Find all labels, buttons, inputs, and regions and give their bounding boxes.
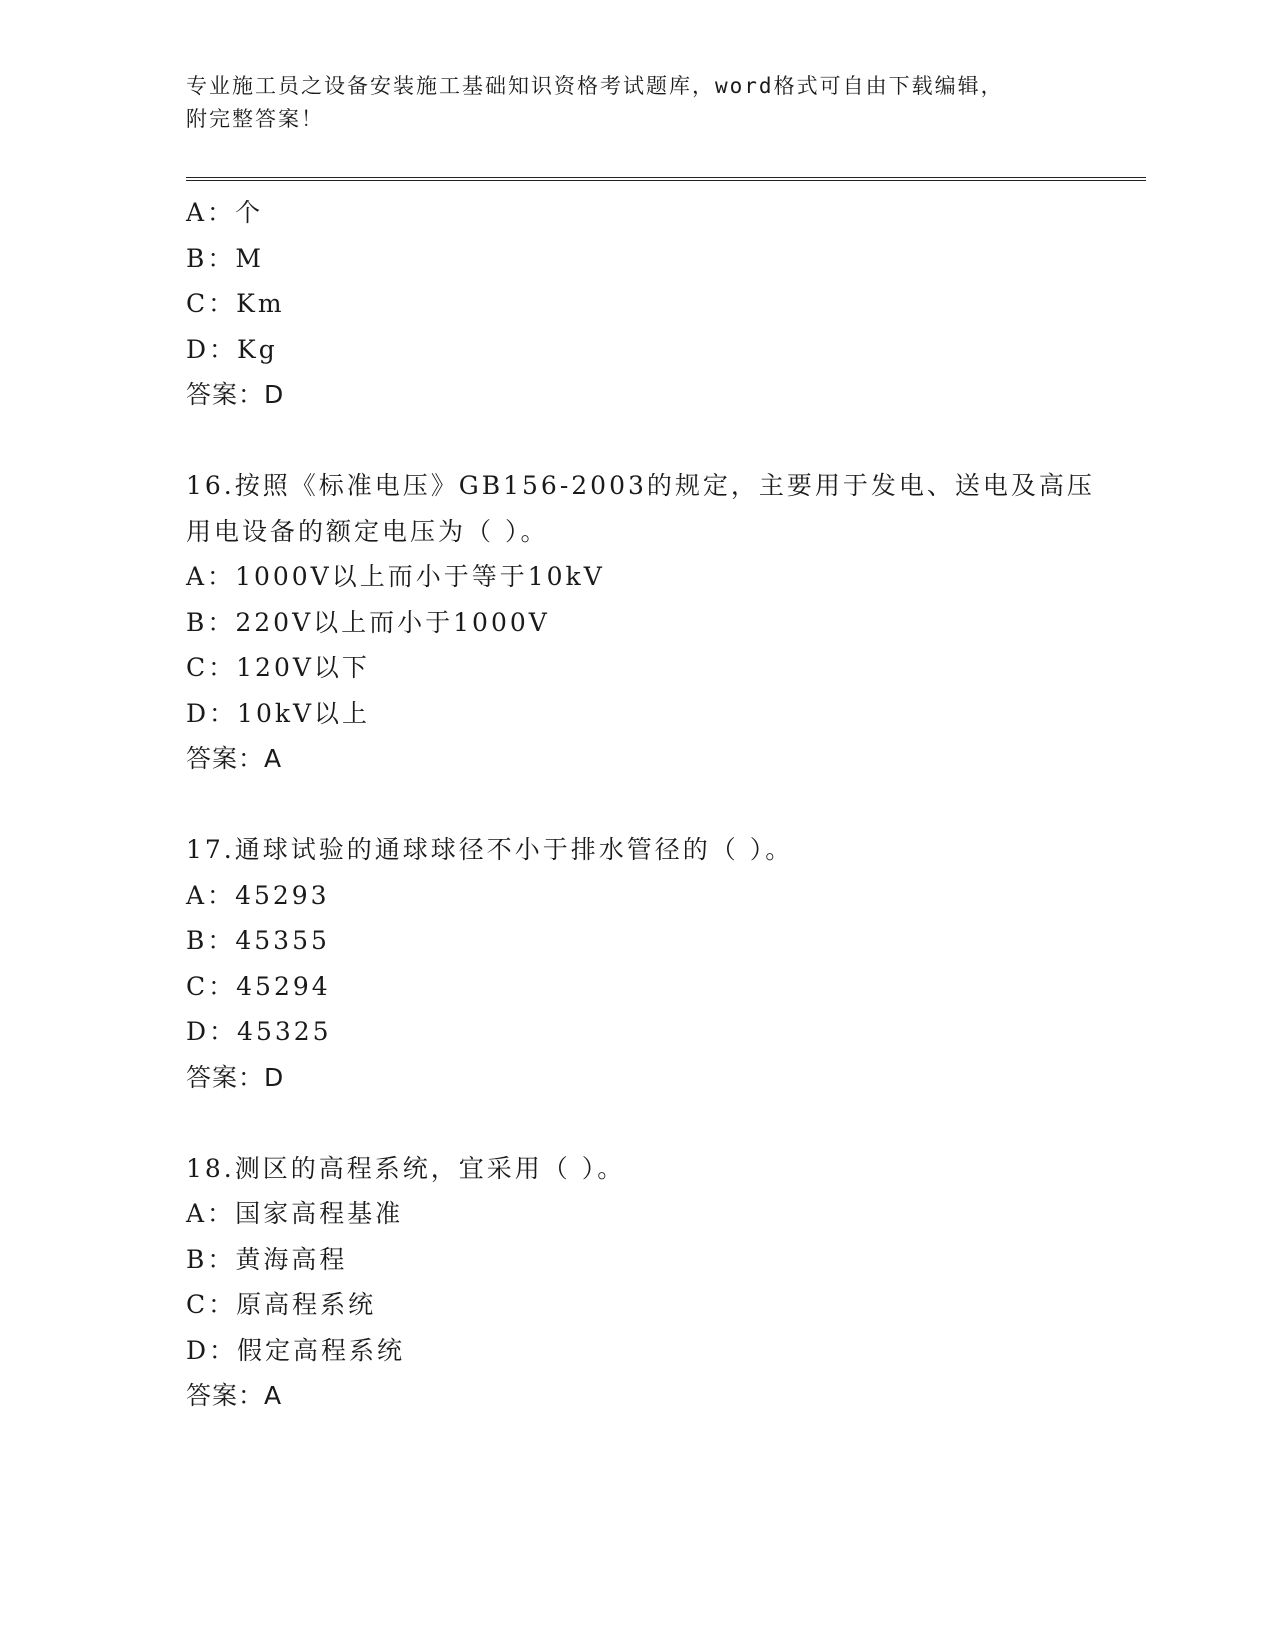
question-15-continued xyxy=(186,190,1086,418)
option-d: D：假定高程系统 xyxy=(186,1335,406,1365)
question-stem: 18.测区的高程系统，宜采用（ ）。 xyxy=(186,1153,626,1183)
page-header xyxy=(186,70,1086,136)
answer-line: 答案：A xyxy=(186,1381,283,1410)
option-a: A：个 xyxy=(186,198,264,227)
option-d: D：10kV以上 xyxy=(186,698,371,728)
answer-line: 答案：A xyxy=(186,744,283,773)
option-b: B：M xyxy=(186,243,264,273)
header-title-line2: 附完整答案！ xyxy=(186,107,324,131)
option-c: C：120V以下 xyxy=(186,653,370,682)
question-stem: 16.按照《标准电压》GB156-2003的规定，主要用于发电、送电及高压 xyxy=(186,471,1095,500)
header-divider xyxy=(186,177,1146,181)
answer-line: 答案：D xyxy=(186,380,285,409)
option-d: D：45325 xyxy=(186,1017,332,1046)
question-stem: 17.通球试验的通球球径不小于排水管径的（ ）。 xyxy=(186,835,794,864)
header-title-line1: 专业施工员之设备安装施工基础知识资格考试题库，word格式可自由下载编辑， xyxy=(186,74,1004,98)
answer-line: 答案：D xyxy=(186,1062,285,1092)
option-c: C：45294 xyxy=(186,971,331,1001)
option-a: A：国家高程基准 xyxy=(186,1199,404,1228)
question-18 xyxy=(186,1146,1086,1419)
option-b: B：45355 xyxy=(186,926,330,955)
question-17 xyxy=(186,827,1086,1100)
option-b: B：220V以上而小于1000V xyxy=(186,607,550,637)
option-b: B：黄海高程 xyxy=(186,1244,348,1274)
option-c: C：原高程系统 xyxy=(186,1290,377,1319)
option-c: C：Km xyxy=(186,289,285,318)
question-list xyxy=(186,190,1095,1419)
question-stem-cont: 用电设备的额定电压为（ ）。 xyxy=(186,516,549,546)
option-a: A：45293 xyxy=(186,880,330,910)
question-16 xyxy=(186,463,1095,782)
option-d: D：Kg xyxy=(186,334,278,364)
option-a: A：1000V以上而小于等于10kV xyxy=(186,562,605,591)
